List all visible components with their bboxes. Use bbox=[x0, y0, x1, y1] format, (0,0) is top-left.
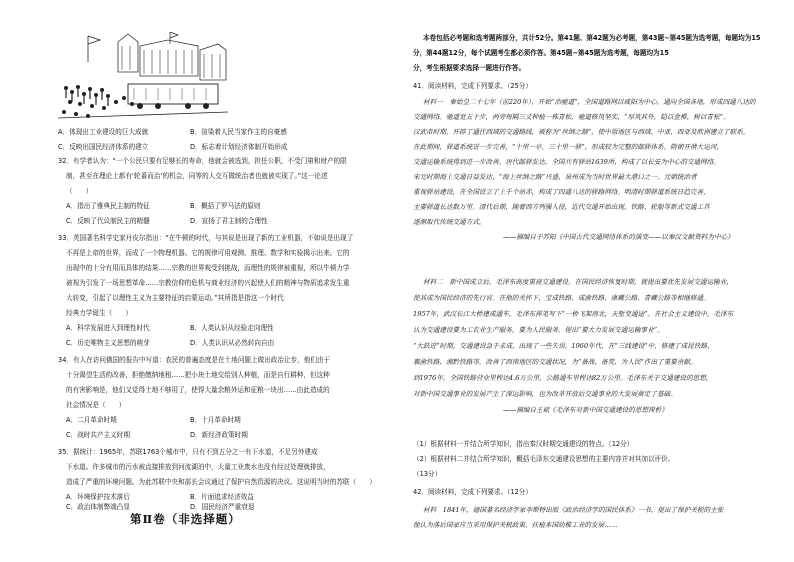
q32-option-a: A．指出了雅典民主制的特征 bbox=[66, 202, 150, 210]
q41-subquestion-1: （1）根据材料一并结合所学知识，指出秦汉时期交通建设的特点。（12分） bbox=[413, 440, 634, 448]
q34-option-d: D．新经济政策时期 bbox=[190, 431, 248, 439]
q33-stem-line4: 被视为引发了一场思想革命……宗教信仰的危机与商业经济的兴起使人们的精神与物质追求发生重 bbox=[66, 279, 350, 287]
m1-line: 重视驿站建设，在全国设立了上千个站赤，构成了四通八达的驿路网络。明清时期驿道系统日趋完善， bbox=[413, 188, 710, 196]
q35-option-d: D．国民经济严重衰退 bbox=[190, 503, 255, 511]
q32-paren: （ ） bbox=[66, 187, 93, 195]
m2-line: 认为交通建设要为工农业生产服务，要为人民服务，提出“要大力发展交通运输事业”。 bbox=[413, 326, 664, 334]
q33-stem-line5: 大转变，引起了以理性主义为主要特征的启蒙运动。”其所指是指这一个时代 bbox=[66, 294, 284, 302]
q31-option-a: A．体现出工业建设的巨大成就 bbox=[58, 128, 149, 136]
q33-option-c: C．历史唯物主义思想的萌芽 bbox=[66, 339, 150, 347]
right-page bbox=[397, 0, 794, 562]
section-title: 第Ⅱ卷（非选择题） bbox=[130, 512, 241, 526]
q34-option-b: B．十月革命时期 bbox=[190, 416, 241, 424]
q35-stem-line1: 35．据统计：1965年，苏联1763个城市中，只有不到五分之一有下水道，不足另外建成 bbox=[58, 448, 318, 456]
m2-line: 使其成为国民经济的先行官。在他的关怀下，宝成铁路、成渝铁路、康藏公路、青藏公路等相继修通。 bbox=[413, 294, 710, 302]
m2-line: “大跃进”时期，交通建设急于求成，出现了一些失误。1960年代，在“三线建设”中，修建了成昆铁路、 bbox=[413, 342, 714, 350]
m1-line: 材料一 秦始皇二十七年（前220年），开始“治驰道”，全国道路网以咸阳为中心，通向全国各地，形成四通八达的 bbox=[423, 98, 756, 106]
q35-option-b: B．片面追求经济效益 bbox=[190, 493, 254, 501]
m3-line: 材料 1841年，德国著名经济学家李斯特出版《政治经济学的国民体系》一书，提出了保护关税的主张 bbox=[423, 506, 724, 514]
q33-stem-line1: 33．英国著名科学史家丹皮尔指出：“在牛顿的时代，与其说是出现了新的工业机器，不如说是出现了 bbox=[58, 234, 354, 242]
q41-heading: 41．阅读材料，完成下列要求。（25分） bbox=[413, 82, 532, 90]
q34-option-a: A．二月革命时期 bbox=[66, 416, 117, 424]
q33-stem-line3: 出现中的十分有用而具体的结果……宗教的世界观受到挑战，而理性的规律被重视，所以牛顿力学 bbox=[66, 264, 350, 272]
q33-option-d: D．人类认识从必然转向自由 bbox=[190, 339, 275, 347]
m2-line: 到1976年，全国铁路营业里程达4.6万公里，公路通车里程达82万公里。毛泽东关于交通建设的思想， bbox=[413, 374, 713, 382]
m1-line: 汉武帝时期，开辟了通往西域的交通路线，被称为“丝绸之路”，使中原地区与西域、中亚、西亚及欧洲建立了联系。 bbox=[413, 128, 750, 136]
q34-stem-line4: 社会情况是（ ） bbox=[66, 401, 126, 409]
q35-option-a: A．环境保护技术落后 bbox=[66, 493, 130, 501]
q41-subquestion-2-score: （13分） bbox=[413, 470, 442, 478]
q35-option-c: C．政治体制弊端凸显 bbox=[66, 503, 130, 511]
q31-option-c: C．反映出国民经济体系的建立 bbox=[58, 143, 149, 151]
m1-line: 交通网络。驰道宽五十步，两旁每隔三丈种植一株青松，驰道修筑坚实，“厚筑其外，隐以金椎，树以青松”。 bbox=[413, 113, 730, 121]
q32-stem-line1: 32．有学者认为：“一个公民只要有足够长的寿命，他就会被选到，担任公职，不受门第和财产的限 bbox=[58, 157, 347, 165]
m3-line: 他认为落后国家应当采用保护关税政策，扶植本国幼稚工业的发展…… bbox=[413, 521, 618, 529]
m1-line: 交通运输系统得到进一步改善。唐代邮驿发达，全国共有驿站1639所，构成了以长安为中心的交通网络。 bbox=[413, 158, 720, 166]
m2-line: 襄渝铁路、湘黔铁路等，改善了西南地区的交通状况，为“备战、备荒、为人民”作出了重要贡献。 bbox=[413, 358, 697, 366]
q35-stem-line3: 造成了严重的环境问题。为此苏联中央和部长会议通过了保护自然资源的决议。这说明当时的苏联（ ） bbox=[66, 478, 376, 486]
q34-stem-line3: 的有害影响是，他们又觉得土地不够用了，使得大量余粮外运和征粮一块出……由此造成的 bbox=[66, 386, 330, 394]
q41-subquestion-2: （2）根据材料二并结合所学知识，概括毛泽东交通建设思想的主要内容并对其加以评价。 bbox=[413, 455, 675, 463]
historical-sketch-image bbox=[58, 32, 228, 120]
m2-line: 材料二 新中国成立后，毛泽东高度重视交通建设。在国民经济恢复时期，就提出要优先发展交通运输业， bbox=[423, 278, 733, 286]
q31-option-b: B．渲染着人民当家作主的自豪感 bbox=[190, 128, 287, 136]
q35-stem-line2: 下水道。许多城市的污水被直接排放到河流湖泊中，大量工业废水也没有经过处理就排放， bbox=[66, 463, 330, 471]
intro-line3: 分，考生根据要求选择一题进行作答。 bbox=[413, 64, 526, 72]
q32-option-c: C．反映了代议制民主的精髓 bbox=[66, 217, 150, 225]
q31-option-d: D．标志着计划经济体制开始形成 bbox=[190, 143, 288, 151]
intro-line2: 分，第44题12分，每个试题考生都必须作答。第45题~第45题为选考题，每题均为15 bbox=[413, 49, 669, 57]
m2-source: ——摘编自王斌《毛泽东对新中国交通建设的思想探析》 bbox=[503, 406, 668, 414]
q33-option-a: A．科学发展进入到理性时代 bbox=[66, 324, 150, 332]
q34-stem-line2: 十分渴望生活的改善，拒绝缴纳地租……把小块土地交给别人种植，而是自行耕种，但这种 bbox=[66, 371, 330, 379]
q32-option-b: B．概括了罗马法的原则 bbox=[190, 202, 261, 210]
q34-stem-line1: 34．有人在访问俄国的报告中写道：农民的普遍态度是在土地问题上做出政治让步，他们由于 bbox=[58, 356, 331, 364]
m2-line: 对新中国交通事业的发展产生了深远影响，也为改革开放后交通事业的大发展奠定了基础。 bbox=[413, 390, 677, 398]
q33-stem-line6: 经典力学诞生（ ） bbox=[66, 309, 132, 317]
m1-line: 逐渐取代传统交通方式。 bbox=[413, 218, 486, 226]
m1-source: ——摘编自于苏阳《中国古代交通网络体系的演变——以秦汉文献资料为中心》 bbox=[503, 233, 734, 241]
q33-stem-line2: 不再是上帝的世界，而成了一个物理机器。它的规律可用观测、推理、数学和实验揭示出来。它的 bbox=[66, 249, 350, 257]
q42-heading: 42．阅读材料，完成下列要求。（12分） bbox=[413, 488, 532, 496]
m1-line: 主要驿道长达数万里。清代后期，随着西方列强入侵，近代交通开始出现，铁路、轮船等新式交通工具 bbox=[413, 203, 710, 211]
intro-line1: 本卷包括必考题和选考题两部分，共计52分。第41题、第42题为必考题，第43题~第45题为选考题，每题均为15 bbox=[423, 34, 761, 42]
q32-option-d: D．宣扬了君主制的合理性 bbox=[190, 217, 268, 225]
q33-option-b: B．人类认识从经验走向理性 bbox=[190, 324, 274, 332]
q32-stem-line2: 制，甚至在理论上都有‘轮番而治’的机会，同等的人交互做统治者也就被实现了。”这一论述 bbox=[66, 172, 328, 180]
m2-line: 1957年，武汉长江大桥建成通车，毛泽东挥笔写下“一桥飞架南北，天堑变通途”。在社会主义建设中，毛泽东 bbox=[413, 310, 734, 318]
q34-option-c: C．战时共产主义时期 bbox=[66, 431, 130, 439]
m1-line: 宋元时期海上交通日益发达，“海上丝绸之路”兴盛，泉州成为当时世界最大港口之一。元朝统治者 bbox=[413, 173, 697, 181]
m1-line: 在此期间，驿道系统进一步完善，“十里一亭，三十里一驿”，形成较为完整的邮驿体系。隋朝开凿大运河， bbox=[413, 143, 724, 151]
